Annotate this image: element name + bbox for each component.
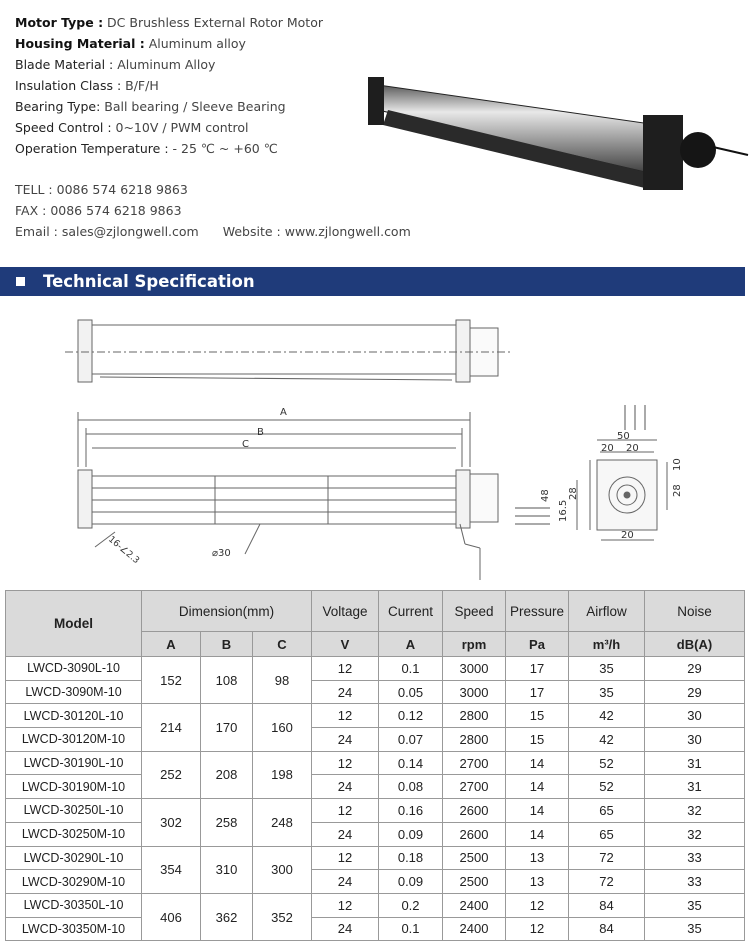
noise-cell: 33: [645, 870, 745, 894]
voltage-cell: 24: [312, 680, 379, 704]
dim-b-cell: 208: [201, 751, 253, 798]
current-cell: 0.14: [379, 751, 443, 775]
col-current: Current: [379, 591, 443, 632]
airflow-cell: 72: [569, 846, 645, 870]
speed-cell: 2800: [443, 704, 506, 728]
spec-line: [15, 138, 355, 159]
spec-line: [15, 96, 355, 117]
dim-a-cell: 214: [142, 704, 201, 751]
unit-rpm: rpm: [443, 632, 506, 657]
voltage-cell: 24: [312, 822, 379, 846]
col-model: Model: [6, 591, 142, 657]
speed-cell: 2800: [443, 728, 506, 752]
pressure-cell: 12: [506, 917, 569, 941]
spec-key: Bearing Type:: [15, 99, 101, 114]
current-cell: 0.08: [379, 775, 443, 799]
unit-m3h: m³/h: [569, 632, 645, 657]
spec-line: [15, 33, 355, 54]
side-view: [515, 405, 683, 541]
current-cell: 0.05: [379, 680, 443, 704]
spec-value: Ball bearing / Sleeve Bearing: [100, 99, 286, 114]
spec-line: [15, 12, 355, 33]
pressure-cell: 14: [506, 822, 569, 846]
voltage-cell: 12: [312, 751, 379, 775]
voltage-cell: 24: [312, 870, 379, 894]
banner-square-icon: [16, 277, 25, 286]
angle-label: 16-∠2.3: [106, 534, 141, 567]
noise-cell: 29: [645, 657, 745, 681]
unit-dba: dB(A): [645, 632, 745, 657]
voltage-cell: 12: [312, 657, 379, 681]
pressure-cell: 15: [506, 704, 569, 728]
pressure-cell: 14: [506, 751, 569, 775]
spec-value: - 25 ℃ ~ +60 ℃: [168, 141, 278, 156]
top-view: [65, 320, 510, 382]
technical-drawing: [60, 312, 750, 587]
speed-cell: 2500: [443, 846, 506, 870]
table-row: [6, 822, 745, 846]
dim-c-cell: 248: [253, 799, 312, 846]
noise-cell: 30: [645, 704, 745, 728]
phi30-label: ⌀30: [212, 548, 231, 559]
fax-line: FAX : 0086 574 6218 9863: [15, 203, 182, 218]
table-row: [6, 799, 745, 823]
voltage-cell: 24: [312, 728, 379, 752]
current-cell: 0.1: [379, 657, 443, 681]
speed-cell: 2400: [443, 893, 506, 917]
unit-pa: Pa: [506, 632, 569, 657]
pressure-cell: 13: [506, 870, 569, 894]
spec-value: Aluminum Alloy: [113, 57, 216, 72]
airflow-cell: 65: [569, 822, 645, 846]
noise-cell: 30: [645, 728, 745, 752]
dim-b-label: B: [257, 427, 264, 438]
dim-c-cell: 198: [253, 751, 312, 798]
current-cell: 0.12: [379, 704, 443, 728]
spec-key: Operation Temperature :: [15, 141, 169, 156]
model-cell: LWCD-30190M-10: [6, 775, 142, 799]
spec-value: Aluminum alloy: [144, 36, 246, 51]
dim-16-5-label: 16.5: [558, 499, 569, 522]
airflow-cell: 72: [569, 870, 645, 894]
col-a: A: [142, 632, 201, 657]
pressure-cell: 17: [506, 657, 569, 681]
dim-20c-label: 20: [621, 530, 634, 541]
current-cell: 0.09: [379, 870, 443, 894]
tel-line: TELL : 0086 574 6218 9863: [15, 182, 188, 197]
current-cell: 0.2: [379, 893, 443, 917]
dim-b-cell: 170: [201, 704, 253, 751]
dim-50-label: 50: [617, 431, 630, 442]
current-cell: 0.07: [379, 728, 443, 752]
model-cell: LWCD-30350M-10: [6, 917, 142, 941]
spec-line: [15, 75, 355, 96]
voltage-cell: 12: [312, 704, 379, 728]
noise-cell: 35: [645, 893, 745, 917]
speed-cell: 2600: [443, 822, 506, 846]
pressure-cell: 12: [506, 893, 569, 917]
col-speed: Speed: [443, 591, 506, 632]
dim-c-cell: 352: [253, 893, 312, 940]
model-cell: LWCD-30120M-10: [6, 728, 142, 752]
noise-cell: 31: [645, 775, 745, 799]
voltage-cell: 12: [312, 846, 379, 870]
dim-c-cell: 98: [253, 657, 312, 704]
dim-a-cell: 252: [142, 751, 201, 798]
spec-table: [5, 590, 745, 941]
current-cell: 0.1: [379, 917, 443, 941]
spec-value: 0~10V / PWM control: [111, 120, 249, 135]
email-text: Email : sales@zjlongwell.com: [15, 224, 199, 239]
dim-10-label: 10: [672, 458, 683, 471]
dim-a-cell: 302: [142, 799, 201, 846]
dim-28b-label: 28: [672, 484, 683, 497]
col-dimension: Dimension(mm): [142, 591, 312, 632]
col-pressure: Pressure: [506, 591, 569, 632]
speed-cell: 3000: [443, 657, 506, 681]
dim-20b-label: 20: [626, 443, 639, 454]
speed-cell: 2700: [443, 751, 506, 775]
model-cell: LWCD-30120L-10: [6, 704, 142, 728]
spec-key: Housing Material :: [15, 36, 145, 51]
voltage-cell: 24: [312, 775, 379, 799]
table-row: [6, 728, 745, 752]
table-row: [6, 704, 745, 728]
speed-cell: 2500: [443, 870, 506, 894]
dim-b-cell: 108: [201, 657, 253, 704]
unit-v: V: [312, 632, 379, 657]
current-cell: 0.18: [379, 846, 443, 870]
airflow-cell: 52: [569, 751, 645, 775]
spec-list: [15, 12, 355, 159]
current-cell: 0.16: [379, 799, 443, 823]
spec-line: [15, 54, 355, 75]
model-cell: LWCD-30190L-10: [6, 751, 142, 775]
section-title: Technical Specification: [43, 272, 255, 291]
front-view: [78, 407, 498, 580]
noise-cell: 29: [645, 680, 745, 704]
table-row: [6, 657, 745, 681]
model-cell: LWCD-30250L-10: [6, 799, 142, 823]
voltage-cell: 12: [312, 893, 379, 917]
dim-c-cell: 160: [253, 704, 312, 751]
dim-b-cell: 310: [201, 846, 253, 893]
airflow-cell: 42: [569, 728, 645, 752]
airflow-cell: 35: [569, 680, 645, 704]
table-row: [6, 846, 745, 870]
spec-table-body: [6, 657, 745, 941]
col-voltage: Voltage: [312, 591, 379, 632]
noise-cell: 31: [645, 751, 745, 775]
col-airflow: Airflow: [569, 591, 645, 632]
spec-value: DC Brushless External Rotor Motor: [103, 15, 323, 30]
dim-48-label: 48: [540, 489, 551, 502]
table-row: [6, 775, 745, 799]
noise-cell: 35: [645, 917, 745, 941]
unit-a: A: [379, 632, 443, 657]
pressure-cell: 17: [506, 680, 569, 704]
dim-c-label: C: [242, 439, 249, 450]
dim-b-cell: 362: [201, 893, 253, 940]
airflow-cell: 65: [569, 799, 645, 823]
airflow-cell: 52: [569, 775, 645, 799]
table-row: [6, 751, 745, 775]
model-cell: LWCD-3090M-10: [6, 680, 142, 704]
model-cell: LWCD-30350L-10: [6, 893, 142, 917]
col-noise: Noise: [645, 591, 745, 632]
dim-a-cell: 354: [142, 846, 201, 893]
model-cell: LWCD-3090L-10: [6, 657, 142, 681]
dim-a-cell: 406: [142, 893, 201, 940]
spec-line: [15, 117, 355, 138]
pressure-cell: 15: [506, 728, 569, 752]
speed-cell: 2400: [443, 917, 506, 941]
noise-cell: 32: [645, 799, 745, 823]
speed-cell: 2700: [443, 775, 506, 799]
table-row: [6, 680, 745, 704]
speed-cell: 2600: [443, 799, 506, 823]
noise-cell: 32: [645, 822, 745, 846]
voltage-cell: 24: [312, 917, 379, 941]
voltage-cell: 12: [312, 799, 379, 823]
dim-b-cell: 258: [201, 799, 253, 846]
spec-key: Insulation Class :: [15, 78, 122, 93]
airflow-cell: 42: [569, 704, 645, 728]
pressure-cell: 13: [506, 846, 569, 870]
dim-a-label: A: [280, 407, 287, 418]
model-cell: LWCD-30290M-10: [6, 870, 142, 894]
website-text: Website : www.zjlongwell.com: [222, 224, 411, 239]
airflow-cell: 35: [569, 657, 645, 681]
model-cell: LWCD-30290L-10: [6, 846, 142, 870]
contact-block: [15, 179, 415, 242]
speed-cell: 3000: [443, 680, 506, 704]
airflow-cell: 84: [569, 893, 645, 917]
pressure-cell: 14: [506, 775, 569, 799]
spec-key: Blade Material :: [15, 57, 114, 72]
table-row: [6, 870, 745, 894]
pressure-cell: 14: [506, 799, 569, 823]
dim-a-cell: 152: [142, 657, 201, 704]
dim-28a-label: 28: [568, 487, 579, 500]
spec-value: B/F/H: [121, 78, 159, 93]
noise-cell: 33: [645, 846, 745, 870]
airflow-cell: 84: [569, 917, 645, 941]
col-c: C: [253, 632, 312, 657]
table-row: [6, 917, 745, 941]
dim-20a-label: 20: [601, 443, 614, 454]
product-photo: [358, 55, 750, 205]
email-website-line: [15, 221, 415, 242]
section-banner: [0, 267, 745, 296]
col-b: B: [201, 632, 253, 657]
current-cell: 0.09: [379, 822, 443, 846]
spec-key: Motor Type :: [15, 15, 104, 30]
table-row: [6, 893, 745, 917]
model-cell: LWCD-30250M-10: [6, 822, 142, 846]
dim-c-cell: 300: [253, 846, 312, 893]
spec-key: Speed Control :: [15, 120, 112, 135]
